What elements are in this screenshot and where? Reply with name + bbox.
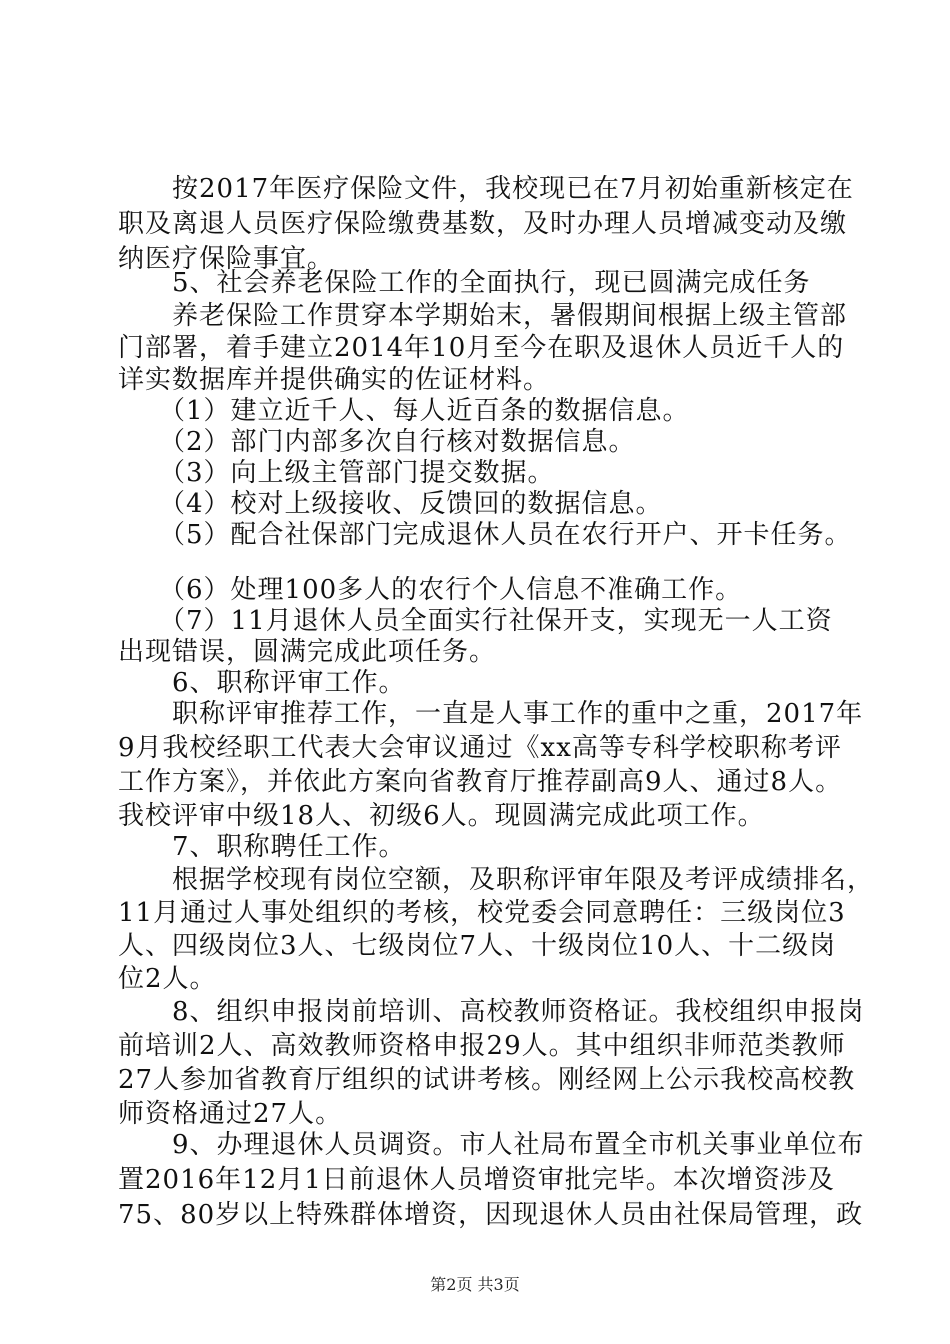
text-line: 根据学校现有岗位空额，及职称评审年限及考评成绩排名， xyxy=(118,865,875,895)
list-item: （1）建立近千人、每人近百条的数据信息。 xyxy=(118,396,690,426)
text-line: 工作方案》，并依此方案向省教育厅推荐副高9人、通过8人。 xyxy=(118,767,843,797)
text-line: 养老保险工作贯穿本学期始末，暑假期间根据上级主管部 xyxy=(118,301,848,331)
text-line: 前培训2人、高效教师资格申报29人。其中组织非师范类教师 xyxy=(118,1031,846,1061)
section-heading: 5、社会养老保险工作的全面执行，现已圆满完成任务 xyxy=(118,268,811,298)
text-line: 位2人。 xyxy=(118,964,217,994)
text-line: 门部署，着手建立2014年10月至今在职及退休人员近千人的 xyxy=(118,333,845,363)
text-line: 9月我校经职工代表大会审议通过《xx高等专科学校职称考评 xyxy=(118,733,842,763)
list-item: （4）校对上级接收、反馈回的数据信息。 xyxy=(118,489,663,519)
text-line: 师资格通过27人。 xyxy=(118,1099,343,1129)
section-heading: 6、职称评审工作。 xyxy=(118,668,406,698)
list-item: （5）配合社保部门完成退休人员在农行开户、开卡任务。 xyxy=(118,520,852,550)
text-line: 75、80岁以上特殊群体增资，因现退休人员由社保局管理，政 xyxy=(118,1200,864,1230)
text-line: 纳医疗保险事宜。 xyxy=(118,244,335,274)
text-line: 8、组织申报岗前培训、高校教师资格证。我校组织申报岗 xyxy=(118,997,865,1027)
text-line: 9、办理退休人员调资。市人社局布置全市机关事业单位布 xyxy=(118,1130,865,1160)
text-line: 我校评审中级18人、初级6人。现圆满完成此项工作。 xyxy=(118,801,765,831)
text-line: 职称评审推荐工作，一直是人事工作的重中之重，2017年 xyxy=(118,699,864,729)
text-line: 出现错误，圆满完成此项任务。 xyxy=(118,637,497,667)
list-item: （3）向上级主管部门提交数据。 xyxy=(118,458,555,488)
text-line: 职及离退人员医疗保险缴费基数，及时办理人员增减变动及缴 xyxy=(118,209,848,239)
text-line: 11月通过人事处组织的考核，校党委会同意聘任：三级岗位3 xyxy=(118,898,846,928)
text-line: 按2017年医疗保险文件，我校现已在7月初始重新核定在 xyxy=(118,174,854,204)
text-line: 人、四级岗位3人、七级岗位7人、十级岗位10人、十二级岗 xyxy=(118,931,837,961)
list-item: （6）处理100多人的农行个人信息不准确工作。 xyxy=(118,575,743,605)
list-item: （7）11月退休人员全面实行社保开支，实现无一人工资 xyxy=(118,606,833,636)
text-line: 置2016年12月1日前退休人员增资审批完毕。本次增资涉及 xyxy=(118,1165,835,1195)
text-line: 详实数据库并提供确实的佐证材料。 xyxy=(118,365,551,395)
list-item: （2）部门内部多次自行核对数据信息。 xyxy=(118,427,636,457)
page-footer: 第2页 共3页 xyxy=(430,1275,520,1294)
section-heading: 7、职称聘任工作。 xyxy=(118,832,406,862)
text-line: 27人参加省教育厅组织的试讲考核。刚经网上公示我校高校教 xyxy=(118,1065,856,1095)
